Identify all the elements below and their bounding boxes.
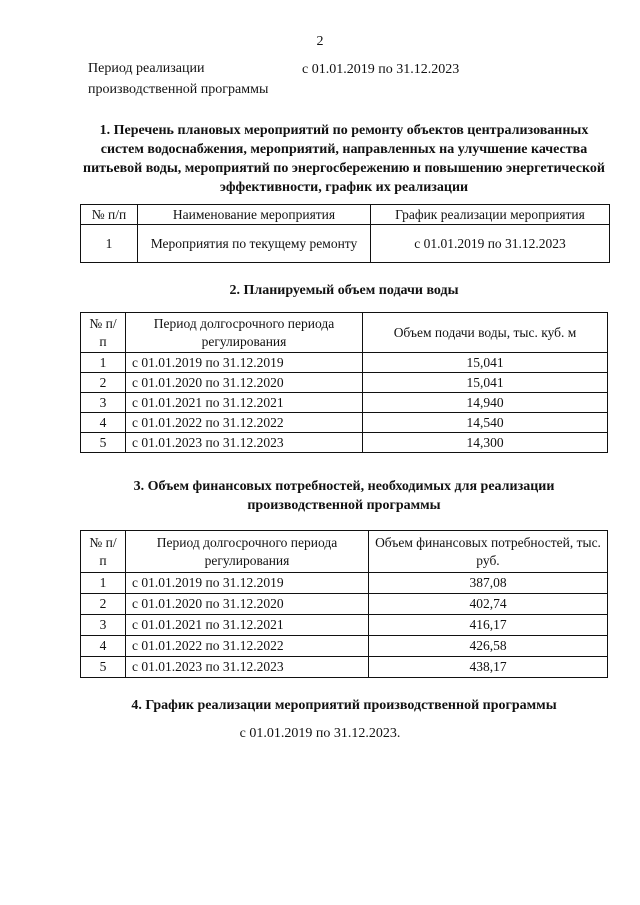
section4-title: 4. График реализации мероприятий производственной программы bbox=[131, 698, 557, 713]
s2-row-period: с 01.01.2020 по 31.12.2020 bbox=[126, 373, 363, 393]
s3-row-value: 438,17 bbox=[369, 657, 608, 678]
s1-row-name: Мероприятия по текущему ремонту bbox=[138, 225, 371, 263]
s2-row-value: 14,300 bbox=[363, 433, 608, 453]
s2-row-value: 14,540 bbox=[363, 413, 608, 433]
s2-row-num: 5 bbox=[81, 433, 126, 453]
table-row bbox=[81, 353, 608, 373]
s2-header-period: Период долгосрочного периода регулирования bbox=[126, 313, 363, 353]
s1-header-schedule: График реализации мероприятия bbox=[371, 205, 610, 225]
s3-row-value: 416,17 bbox=[369, 615, 608, 636]
s3-row-period: с 01.01.2022 по 31.12.2022 bbox=[126, 636, 369, 657]
s1-header-name: Наименование мероприятия bbox=[138, 205, 371, 225]
s3-header-period: Период долгосрочного периода регулирования bbox=[126, 531, 369, 573]
s3-row-period: с 01.01.2021 по 31.12.2021 bbox=[126, 615, 369, 636]
s3-row-num: 5 bbox=[81, 657, 126, 678]
page-number: 2 bbox=[316, 34, 324, 49]
s3-header-value: Объем финансовых потребностей, тыс. руб. bbox=[369, 531, 608, 573]
s2-row-period: с 01.01.2023 по 31.12.2023 bbox=[126, 433, 363, 453]
s2-row-num: 2 bbox=[81, 373, 126, 393]
period-value: с 01.01.2019 по 31.12.2023 bbox=[302, 62, 460, 77]
s3-header-num: № п/п bbox=[81, 531, 126, 573]
s2-header-num: № п/п bbox=[81, 313, 126, 353]
s3-row-period: с 01.01.2020 по 31.12.2020 bbox=[126, 594, 369, 615]
table-row bbox=[81, 433, 608, 453]
period-label bbox=[88, 58, 268, 100]
section3-table bbox=[80, 530, 608, 678]
section4-date: с 01.01.2019 по 31.12.2023. bbox=[239, 726, 401, 741]
period-label-line1: Период реализации bbox=[88, 61, 205, 76]
table-row bbox=[81, 615, 608, 636]
s2-row-value: 15,041 bbox=[363, 353, 608, 373]
s2-row-period: с 01.01.2022 по 31.12.2022 bbox=[126, 413, 363, 433]
s1-header-num: № п/п bbox=[81, 205, 138, 225]
table-row bbox=[81, 413, 608, 433]
s2-row-period: с 01.01.2019 по 31.12.2019 bbox=[126, 353, 363, 373]
table-row bbox=[81, 657, 608, 678]
s3-row-period: с 01.01.2019 по 31.12.2019 bbox=[126, 573, 369, 594]
period-label-line2: производственной программы bbox=[88, 82, 269, 97]
table-row bbox=[81, 636, 608, 657]
s3-row-num: 2 bbox=[81, 594, 126, 615]
table-row bbox=[81, 594, 608, 615]
table-row bbox=[81, 373, 608, 393]
section2-table bbox=[80, 312, 608, 453]
s2-row-period: с 01.01.2021 по 31.12.2021 bbox=[126, 393, 363, 413]
table-row bbox=[81, 393, 608, 413]
table-row bbox=[81, 573, 608, 594]
s3-row-num: 3 bbox=[81, 615, 126, 636]
s2-row-num: 4 bbox=[81, 413, 126, 433]
s2-row-value: 15,041 bbox=[363, 373, 608, 393]
s2-row-value: 14,940 bbox=[363, 393, 608, 413]
s2-header-value: Объем подачи воды, тыс. куб. м bbox=[363, 313, 608, 353]
s1-row-num: 1 bbox=[81, 225, 138, 263]
section1-title: 1. Перечень плановых мероприятий по ремонту объектов централизованных систем водоснабжения, мероприятий, направленных на улучшение качества питьевой воды, мероприятий по энергосбережению и повышению энергетической эффективности, график их реализации bbox=[83, 123, 605, 195]
section3-title: 3. Объем финансовых потребностей, необходимых для реализации производственной программы bbox=[133, 479, 555, 513]
s2-row-num: 1 bbox=[81, 353, 126, 373]
s3-row-num: 4 bbox=[81, 636, 126, 657]
section1-table bbox=[80, 204, 610, 263]
table-row bbox=[81, 225, 610, 263]
s1-row-schedule: с 01.01.2019 по 31.12.2023 bbox=[371, 225, 610, 263]
s3-row-num: 1 bbox=[81, 573, 126, 594]
s3-row-period: с 01.01.2023 по 31.12.2023 bbox=[126, 657, 369, 678]
s2-row-num: 3 bbox=[81, 393, 126, 413]
s3-row-value: 402,74 bbox=[369, 594, 608, 615]
s3-row-value: 426,58 bbox=[369, 636, 608, 657]
s3-row-value: 387,08 bbox=[369, 573, 608, 594]
section2-title: 2. Планируемый объем подачи воды bbox=[229, 283, 459, 298]
